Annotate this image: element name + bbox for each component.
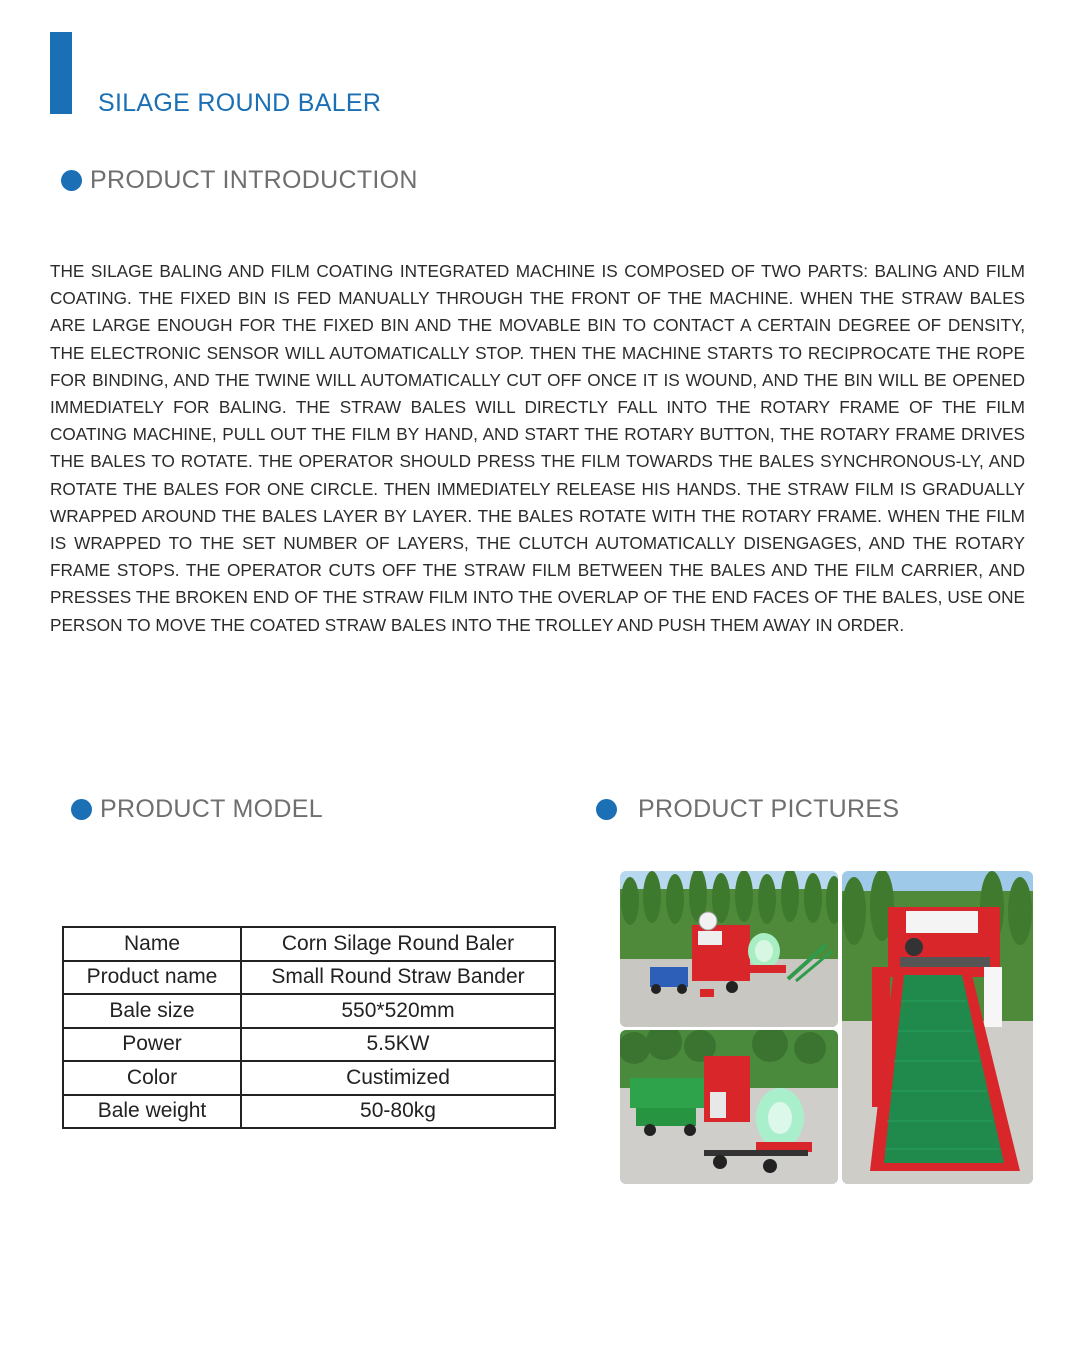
table-row: [63, 1028, 555, 1062]
spec-value: Small Round Straw Bander: [241, 961, 555, 995]
product-spec-table: [62, 926, 556, 1129]
spec-value: 50-80kg: [241, 1095, 555, 1129]
table-row: [63, 1095, 555, 1129]
bullet-dot-icon: [596, 799, 617, 820]
section-pictures-heading: [596, 795, 899, 824]
bullet-dot-icon: [71, 799, 92, 820]
product-photo-wrapped-bale: [620, 1030, 838, 1184]
conveyor-illustration: [842, 871, 1033, 1184]
product-photo-baler-trees: [620, 871, 838, 1027]
spec-label: Bale weight: [63, 1095, 241, 1129]
spec-label: Bale size: [63, 994, 241, 1028]
spec-value: Corn Silage Round Baler: [241, 927, 555, 961]
bullet-dot-icon: [61, 170, 82, 191]
table-row: [63, 927, 555, 961]
spec-label: Power: [63, 1028, 241, 1062]
spec-label: Name: [63, 927, 241, 961]
wrapped-bale-illustration: [620, 1030, 838, 1184]
section-pictures-label: PRODUCT PICTURES: [638, 795, 900, 823]
page-title: SILAGE ROUND BALER: [98, 89, 382, 117]
section-intro-label: PRODUCT INTRODUCTION: [90, 166, 418, 194]
spec-value: 550*520mm: [241, 994, 555, 1028]
table-row: [63, 961, 555, 995]
spec-label: Color: [63, 1061, 241, 1095]
section-model-label: PRODUCT MODEL: [100, 795, 323, 823]
title-accent-bar: [50, 32, 72, 114]
product-photo-conveyor: [842, 871, 1033, 1184]
baler-trees-illustration: [620, 871, 838, 1027]
table-row: [63, 994, 555, 1028]
intro-paragraph: THE SILAGE BALING AND FILM COATING INTEGRATED MACHINE IS COMPOSED OF TWO PARTS: BALING AND FILM COATING. THE FIXED BIN IS FED MANUALLY THROUGH THE FRONT OF THE MACHINE. WHEN THE STRAW BALES ARE LARGE ENOUGH FOR THE FIXED BIN AND THE MOVABLE BIN TO CONTACT A CERTAIN DEGREE OF DENSITY, THE ELECTRONIC SENSOR WILL AUTOMATICALLY STOP. THEN THE MACHINE STARTS TO RECIPROCATE THE ROPE FOR BINDING, AND THE TWINE WILL AUTOMATICALLY CUT OFF ONCE IT IS WOUND, AND THE BIN WILL BE OPENED IMMEDIATELY FOR BALING. THE STRAW BALES WILL DIRECTLY FALL INTO THE ROTARY FRAME OF THE FILM COATING MACHINE, PULL OUT THE FILM BY HAND, AND START THE ROTARY BUTTON, THE ROTARY FRAME DRIVES THE BALES TO ROTATE. THE OPERATOR SHOULD PRESS THE FILM TOWARDS THE BALES SYNCHRONOUS-LY, AND ROTATE THE BALES FOR ONE CIRCLE. THEN IMMEDIATELY RELEASE HIS HANDS. THE STRAW FILM IS GRADUALLY WRAPPED AROUND THE BALES LAYER BY LAYER. THE BALES ROTATE WITH THE ROTARY FRAME. WHEN THE FILM IS WRAPPED TO THE SET NUMBER OF LAYERS, THE CLUTCH AUTOMATICALLY DISENGAGES, AND THE ROTARY FRAME STOPS. THE OPERATOR CUTS OFF THE STRAW FILM BETWEEN THE BALES AND THE FILM CARRIER, AND PRESSES THE BROKEN END OF THE STRAW FILM INTO THE OVERLAP OF THE END FACES OF THE BALES, USE ONE PERSON TO MOVE THE COATED STRAW BALES INTO THE TROLLEY AND PUSH THEM AWAY IN ORDER.: [50, 261, 1025, 635]
section-intro-heading: [61, 166, 418, 195]
table-row: [63, 1061, 555, 1095]
spec-value: 5.5KW: [241, 1028, 555, 1062]
spec-label: Product name: [63, 961, 241, 995]
spec-value: Custimized: [241, 1061, 555, 1095]
section-model-heading: [71, 795, 323, 824]
